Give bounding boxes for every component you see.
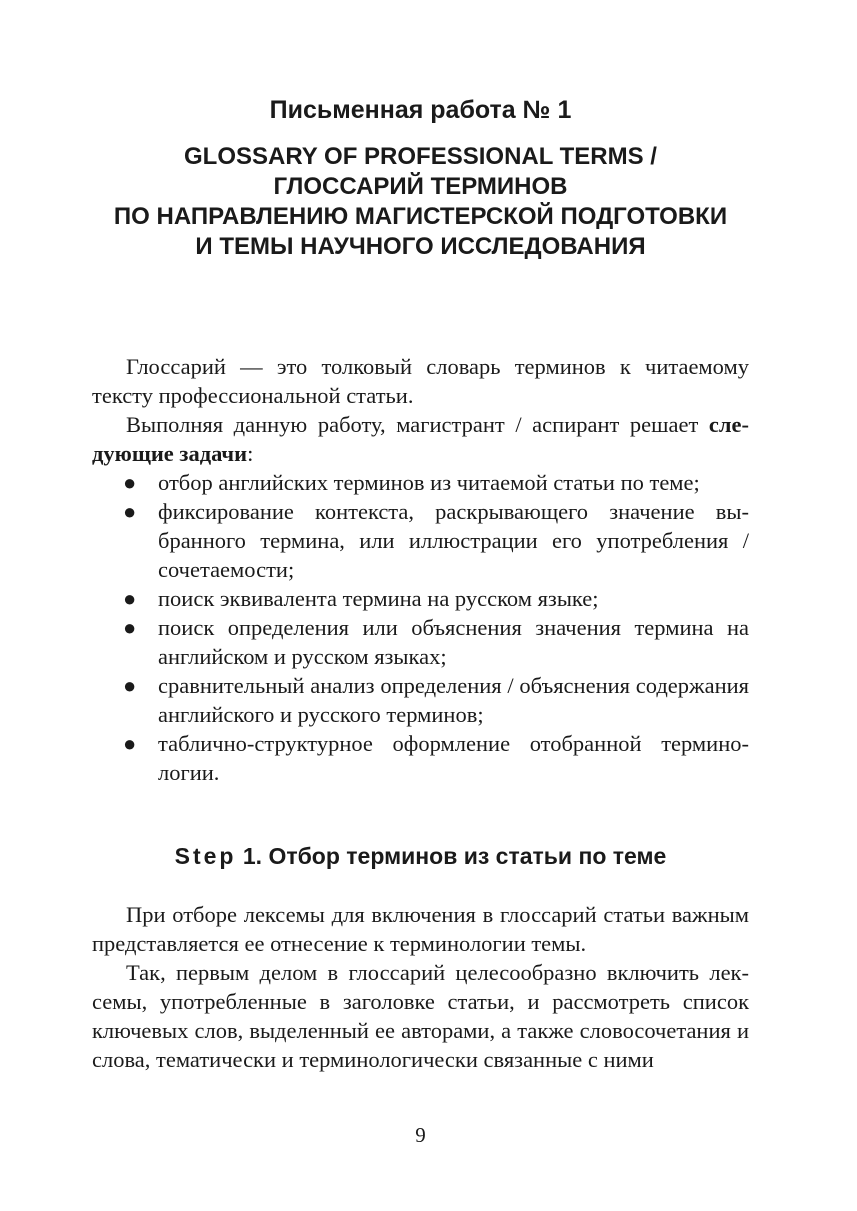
title-line: И ТЕМЫ НАУЧНОГО ИССЛЕДОВАНИЯ [195,233,646,260]
list-item-text: поиск эквивалента термина на русском языке; [158,586,599,611]
list-item [92,729,749,787]
step-heading [92,841,749,871]
step-title: 1. Отбор терминов из статьи по теме [242,843,667,869]
work-title: Письменная работа № 1 [269,96,572,124]
step-label: Step [174,843,237,869]
list-item-text: отбор английских терминов из читаемой статьи по теме; [158,470,700,495]
glossary-title [92,142,749,262]
list-item [92,584,749,613]
tasks-lead [92,410,749,468]
page-number: 9 [415,1123,426,1147]
bullet-icon: ● [123,470,137,495]
bullet-icon: ● [123,586,137,611]
intro-section [92,352,749,787]
bullet-icon: ● [123,673,137,698]
list-item [92,613,749,671]
title-line: ГЛОССАРИЙ ТЕРМИНОВ [273,173,568,200]
list-item-text: таблично-структурное оформление отобранной терминологии. [158,731,749,785]
title-line: GLOSSARY OF PROFESSIONAL TERMS / [184,143,657,170]
title-line: ПО НАПРАВЛЕНИЮ МАГИСТЕРСКОЙ ПОДГОТОВКИ [113,203,728,230]
document-page [92,0,749,1211]
step-section [92,900,749,1074]
tasks-lead-bold: следующие задачи [92,412,749,466]
bullet-icon: ● [123,499,137,524]
bullet-icon: ● [123,615,137,640]
list-item [92,468,749,497]
list-item [92,671,749,729]
tasks-lead-colon: : [247,441,254,466]
list-item-text: поиск определения или объяснения значения термина на английском и русском языках; [158,615,749,669]
step-paragraph: При отборе лексемы для включения в глоссарий статьи важным представляется ее отнесение к терминологии темы. [92,902,749,956]
tasks-list [92,468,749,787]
list-item [92,497,749,584]
tasks-lead-text: Выполняя данную работу, магистрант / аспирант решает [126,412,709,437]
list-item-text: сравнительный анализ определения / объяснения содержания английского и русского терминов; [158,673,749,727]
list-item-text: фиксирование контекста, раскрывающего значение выбранного термина, или иллюстрации его употребления / сочетаемости; [158,499,749,582]
bullet-icon: ● [123,731,137,756]
glossary-definition: Глоссарий — это толковый словарь терминов к читаемому тексту профессиональной статьи. [92,354,749,408]
step-paragraph: Так, первым делом в глоссарий целесообразно включить лексемы, употребленные в заголовке статьи, и рассмотреть список ключевых слов, выделенный ее авторами, а также словосочетания и слова, тематически и терминологически связанные с ними [92,960,749,1072]
